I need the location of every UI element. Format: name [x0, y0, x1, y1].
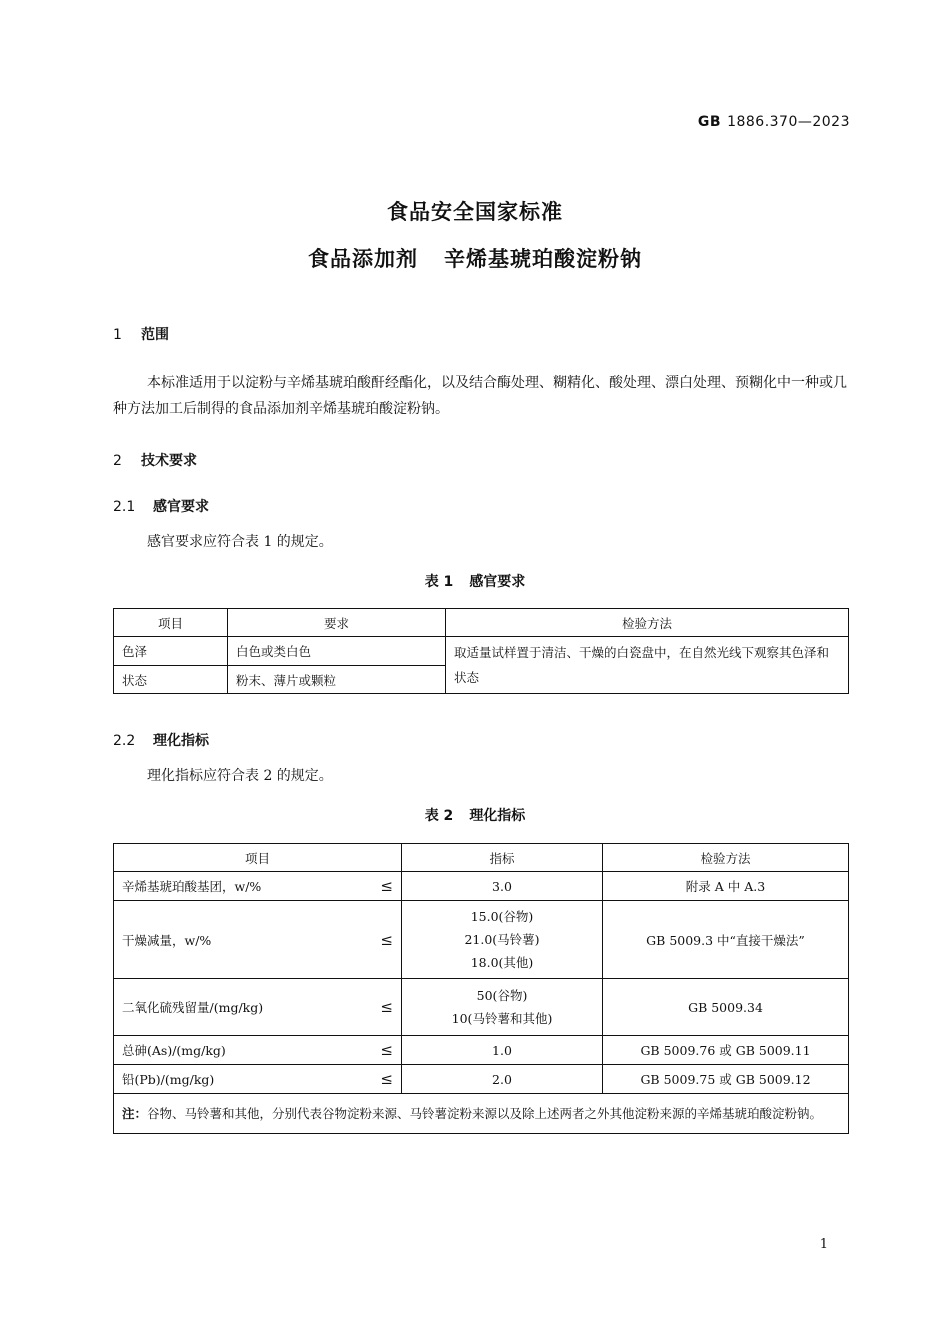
caption-number: 表 1: [424, 574, 454, 590]
caption-number: 表 2: [424, 808, 454, 824]
value-line: 21.0(马铃薯): [464, 932, 540, 947]
value-cell: [402, 1065, 603, 1094]
section-title: 范围: [141, 327, 169, 343]
section-title: 理化指标: [153, 733, 209, 749]
section-number: 2.2: [113, 733, 136, 749]
page-number: 1: [819, 1237, 828, 1252]
document-subtitle: [0, 243, 950, 273]
method-cell: GB 5009.34: [603, 979, 849, 1036]
method-cell: GB 5009.75 或 GB 5009.12: [603, 1065, 849, 1094]
table-header-row: [114, 609, 849, 637]
table-1-sensory: [113, 608, 849, 694]
item-cell: [114, 872, 402, 901]
table-note: [114, 1094, 849, 1134]
method-cell: 附录 A 中 A.3: [603, 872, 849, 901]
requirement-cell: 粉末、薄片或颗粒: [228, 666, 446, 694]
header-cell: 检验方法: [603, 844, 849, 872]
item-label: 铅(Pb)/(mg/kg): [122, 1072, 215, 1087]
value-cell: [402, 901, 603, 979]
table-row: [114, 1036, 849, 1065]
le-symbol: ≤: [380, 930, 393, 949]
table-2-caption: [0, 805, 950, 825]
value-line: 50(谷物): [476, 988, 528, 1003]
value-line: 18.0(其他): [470, 955, 534, 970]
value-cell: [402, 872, 603, 901]
item-cell: 色泽: [114, 637, 228, 666]
section-number: 2: [113, 453, 122, 469]
item-cell: [114, 1036, 402, 1065]
subtitle-part-b: 辛烯基琥珀酸淀粉钠: [444, 247, 642, 271]
subtitle-part-a: 食品添加剂: [308, 247, 418, 271]
item-cell: [114, 901, 402, 979]
method-cell: GB 5009.3 中“直接干燥法”: [603, 901, 849, 979]
section-2-2-text: 理化指标应符合表 2 的规定。: [147, 768, 333, 784]
value-line: 1.0: [492, 1042, 512, 1058]
method-cell: 取适量试样置于清洁、干燥的白瓷盘中，在自然光线下观察其色泽和状态: [446, 637, 849, 694]
standard-number: [698, 114, 850, 130]
section-number: 1: [113, 327, 122, 343]
item-cell: [114, 1065, 402, 1094]
item-label: 辛烯基琥珀酸基团，w/%: [122, 879, 262, 894]
value-line: 10(马铃薯和其他): [451, 1011, 553, 1026]
item-label: 总砷(As)/(mg/kg): [122, 1043, 226, 1058]
value-cell: [402, 979, 603, 1036]
table-1-caption: [0, 571, 950, 591]
section-2-1-heading: [113, 496, 209, 516]
table-row: [114, 901, 849, 979]
header-cell: 项目: [114, 844, 402, 872]
method-cell: GB 5009.76 或 GB 5009.11: [603, 1036, 849, 1065]
requirement-cell: 白色或类白色: [228, 637, 446, 666]
section-title: 感官要求: [153, 499, 209, 515]
section-title: 技术要求: [141, 453, 197, 469]
value-line: 3.0: [492, 878, 512, 894]
table-header-row: [114, 844, 849, 872]
item-cell: [114, 979, 402, 1036]
header-cell: 要求: [228, 609, 446, 637]
header-cell: 项目: [114, 609, 228, 637]
table-row: [114, 1065, 849, 1094]
item-label: 二氧化硫残留量/(mg/kg): [122, 1000, 264, 1015]
header-cell: 指标: [402, 844, 603, 872]
section-number: 2.1: [113, 499, 136, 515]
section-1-heading: [113, 324, 169, 344]
le-symbol: ≤: [380, 1070, 393, 1088]
standard-prefix: GB: [697, 114, 722, 130]
item-label: 干燥减量，w/%: [122, 932, 212, 948]
table-row: [114, 979, 849, 1036]
value-line: 2.0: [492, 1071, 512, 1087]
section-2-1-text: 感官要求应符合表 1 的规定。: [147, 534, 333, 550]
document-title: 食品安全国家标准: [387, 200, 563, 224]
note-text: 谷物、马铃薯和其他，分别代表谷物淀粉来源、马铃薯淀粉来源以及除上述两者之外其他淀粉来源的辛烯基琥珀酸淀粉钠。: [147, 1106, 823, 1121]
le-symbol: ≤: [380, 1041, 393, 1059]
note-label: 注：: [122, 1106, 148, 1121]
value-line: 15.0(谷物): [470, 909, 534, 924]
caption-title: 感官要求: [469, 574, 526, 590]
value-cell: [402, 1036, 603, 1065]
section-2-2-heading: [113, 730, 209, 750]
table-row: [114, 637, 849, 666]
item-cell: 状态: [114, 666, 228, 694]
le-symbol: ≤: [380, 877, 393, 895]
section-1-text: 本标准适用于以淀粉与辛烯基琥珀酸酐经酯化，以及结合酶处理、糊精化、酸处理、漂白处理、预糊化中一种或几种方法加工后制得的食品添加剂辛烯基琥珀酸淀粉钠。: [113, 375, 847, 417]
table-row: [114, 872, 849, 901]
header-cell: 检验方法: [446, 609, 849, 637]
le-symbol: ≤: [380, 998, 393, 1016]
table-2-physicochemical: [113, 843, 849, 1134]
standard-code: 1886.370—2023: [727, 114, 850, 130]
section-2-heading: [113, 450, 197, 470]
caption-title: 理化指标: [469, 808, 526, 824]
table-note-row: [114, 1094, 849, 1134]
